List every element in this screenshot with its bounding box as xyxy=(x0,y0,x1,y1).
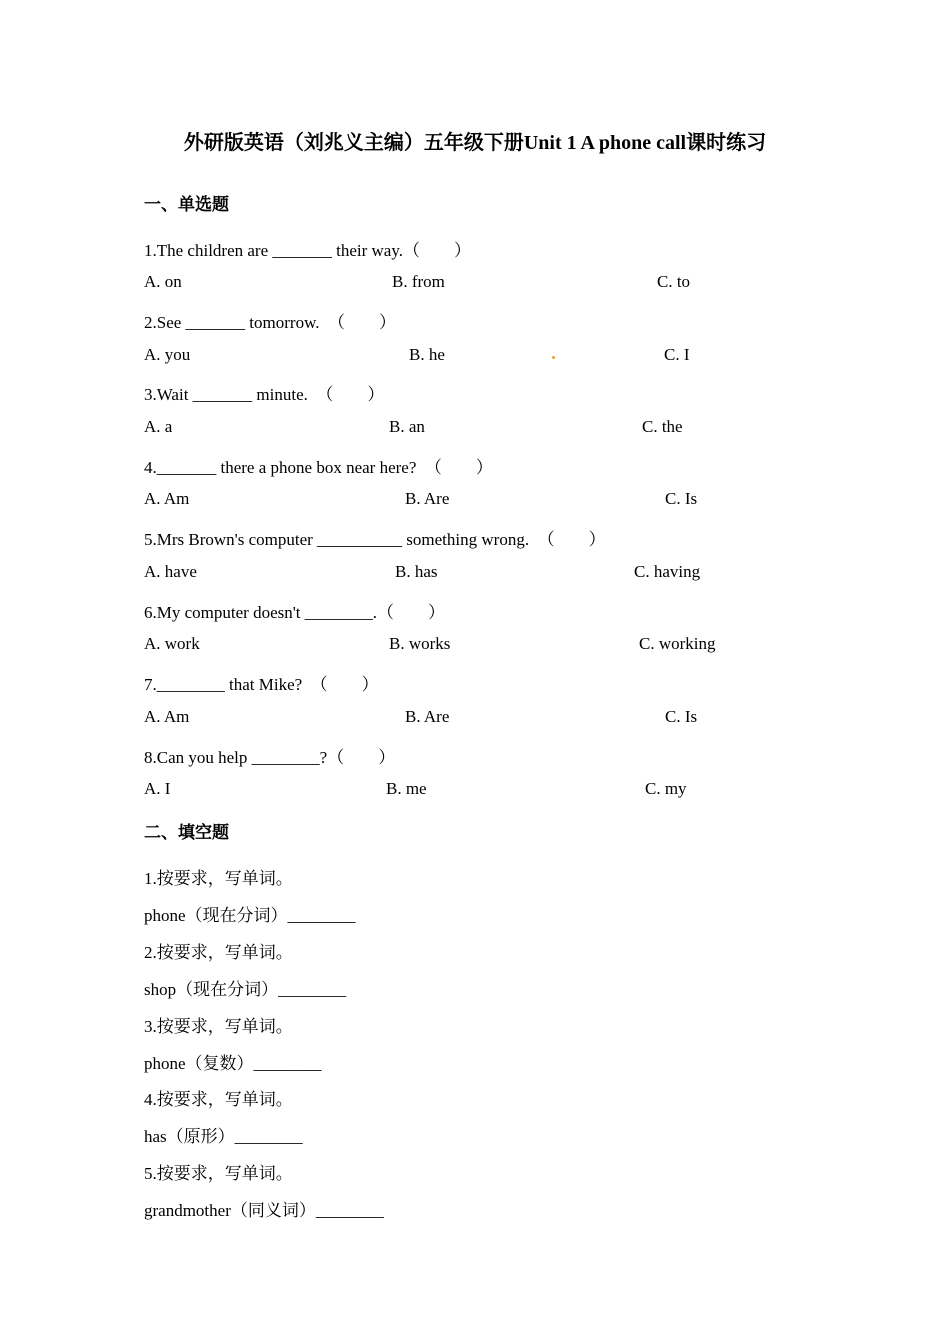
document-title: 外研版英语（刘兆义主编）五年级下册Unit 1 A phone call课时练习 xyxy=(183,132,767,154)
option-b: B. he xyxy=(409,345,445,364)
decorative-dot xyxy=(552,356,555,359)
option-b: B. an xyxy=(389,417,425,436)
option-b: B. from xyxy=(392,272,445,291)
option-b: B. me xyxy=(386,779,427,798)
option-a: A. on xyxy=(144,272,182,291)
option-b: B. Are xyxy=(405,707,450,726)
fill-prompt: 2.按要求，写单词。 xyxy=(144,943,293,962)
option-c: C. Is xyxy=(665,489,698,508)
question-stem: 8.Can you help ________?（ ） xyxy=(144,748,396,767)
question-stem: 4._______ there a phone box near here? （ ） xyxy=(144,458,493,477)
question-stem: 5.Mrs Brown's computer __________ something wrong. （ ） xyxy=(144,530,606,549)
fill-prompt: 5.按要求，写单词。 xyxy=(144,1164,293,1183)
fill-task: phone（现在分词）________ xyxy=(144,906,356,925)
option-c: C. I xyxy=(664,345,690,364)
fill-task: grandmother（同义词）________ xyxy=(144,1201,384,1220)
option-a: A. Am xyxy=(144,489,190,508)
option-c: C. the xyxy=(642,417,683,436)
option-c: C. to xyxy=(657,272,691,291)
fill-prompt: 4.按要求，写单词。 xyxy=(144,1090,293,1109)
option-b: B. works xyxy=(389,634,451,653)
question-stem: 6.My computer doesn't ________.（ ） xyxy=(144,603,446,622)
question-stem: 7.________ that Mike? （ ） xyxy=(144,675,379,694)
option-c: C. having xyxy=(634,562,701,581)
option-a: A. I xyxy=(144,779,171,798)
option-c: C. working xyxy=(639,634,716,653)
fill-prompt: 3.按要求，写单词。 xyxy=(144,1017,293,1036)
option-a: A. Am xyxy=(144,707,190,726)
fill-task: shop（现在分词）________ xyxy=(144,980,347,999)
option-c: C. Is xyxy=(665,707,698,726)
option-a: A. you xyxy=(144,345,191,364)
option-a: A. a xyxy=(144,417,173,436)
question-stem: 3.Wait _______ minute. （ ） xyxy=(144,385,385,404)
fill-task: phone（复数）________ xyxy=(144,1054,322,1073)
option-a: A. work xyxy=(144,634,200,653)
question-stem: 2.See _______ tomorrow. （ ） xyxy=(144,313,396,332)
option-b: B. Are xyxy=(405,489,450,508)
option-b: B. has xyxy=(395,562,438,581)
section-heading-single-choice: 一、单选题 xyxy=(144,195,229,215)
fill-task: has（原形）________ xyxy=(144,1127,303,1146)
option-c: C. my xyxy=(645,779,687,798)
option-a: A. have xyxy=(144,562,197,581)
question-stem: 1.The children are _______ their way.（ ） xyxy=(144,241,472,260)
fill-prompt: 1.按要求，写单词。 xyxy=(144,869,293,888)
section-heading-fill-blank: 二、填空题 xyxy=(144,823,229,843)
